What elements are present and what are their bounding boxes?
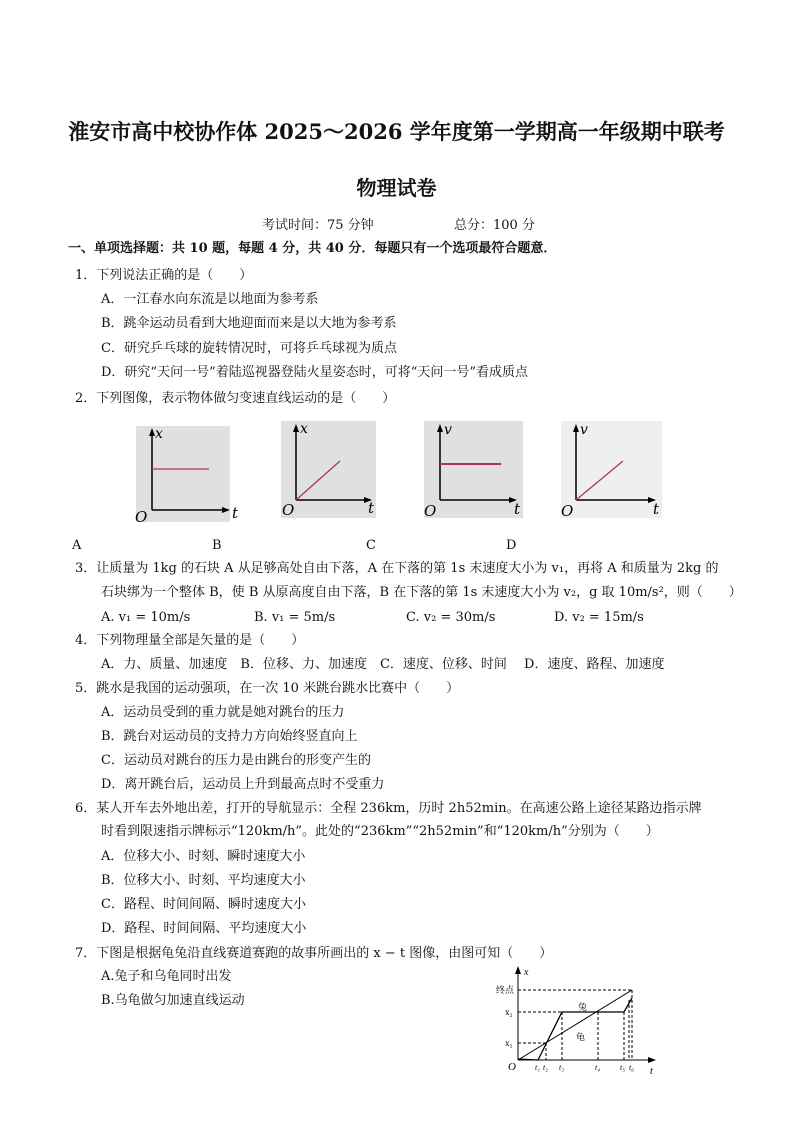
origin-label: O bbox=[561, 502, 574, 520]
graph-text: x bbox=[524, 967, 529, 978]
q7-option: B.乌龟做匀加速直线运动 bbox=[101, 993, 245, 1008]
q1-option: C．研究乒乓球的旋转情况时，可将乒乓球视为质点 bbox=[101, 341, 397, 356]
graph-text: x₂ bbox=[505, 1007, 513, 1017]
q5-option: A．运动员受到的重力就是她对跳台的压力 bbox=[101, 705, 345, 720]
graph-text: x₁ bbox=[505, 1038, 513, 1048]
exam-score: 总分：100 分 bbox=[454, 218, 535, 233]
graph-text: 兔 bbox=[578, 1002, 588, 1012]
graph-label: C bbox=[366, 538, 376, 553]
q3-option: B. v₁ = 5m/s bbox=[254, 610, 336, 625]
graph-text: t bbox=[650, 1066, 653, 1077]
q7-option: A.兔子和乌龟同时出发 bbox=[101, 969, 232, 984]
q3-line2: 石块绑为一个整体 B，使 B 从原高度自由下落，B 在下落的第 1s 末速度大小为 v₂，g 取 10m/s²，则（ ） bbox=[101, 585, 742, 600]
tortoise-rabbit-xt-graph bbox=[490, 960, 670, 1080]
graph-b bbox=[276, 418, 386, 526]
y-axis-label: v bbox=[444, 422, 452, 438]
q3-line1: 3．让质量为 1kg 的石块 A 从足够高处自由下落，A 在下落的第 1s 末速度大小为 v₁，再将 A 和质量为 2kg 的 bbox=[75, 561, 719, 576]
x-axis-label: t bbox=[514, 500, 521, 518]
graph-text: t₆ bbox=[629, 1063, 635, 1072]
graph-text: t₁ bbox=[535, 1063, 541, 1072]
graph-text: t₅ bbox=[620, 1063, 626, 1072]
q6-line1: 6．某人开车去外地出差，打开的导航显示：全程 236km，历时 2h52min。在高速公路上途径某路边指示牌 bbox=[75, 801, 702, 816]
q5-option: B．跳台对运动员的支持力方向始终竖直向上 bbox=[101, 729, 358, 744]
x-axis-label: t bbox=[368, 499, 375, 517]
x-axis-label: t bbox=[653, 500, 660, 518]
graph-text: t₄ bbox=[595, 1063, 601, 1072]
x-axis-label: t bbox=[232, 504, 239, 522]
y-axis-label: x bbox=[155, 426, 163, 442]
q1-option: B．跳伞运动员看到大地迎面而来是以大地为参考系 bbox=[101, 316, 397, 331]
q1-option: A．一江春水向东流是以地面为参考系 bbox=[101, 292, 319, 307]
graph-c bbox=[419, 418, 529, 526]
origin-label: O bbox=[135, 508, 148, 526]
graph-a bbox=[130, 418, 240, 526]
y-axis-label: v bbox=[580, 422, 588, 438]
exam-time: 考试时间：75 分钟 bbox=[262, 218, 374, 233]
rabbit-line bbox=[518, 998, 632, 1060]
q6-option: A．位移大小、时刻、瞬时速度大小 bbox=[101, 849, 306, 864]
graph-text: O bbox=[508, 1061, 516, 1073]
origin-label: O bbox=[424, 502, 437, 520]
q6-option: D．路程、时间间隔、平均速度大小 bbox=[101, 921, 307, 936]
y-axis-label: x bbox=[300, 421, 308, 437]
q3-option: C. v₂ = 30m/s bbox=[406, 610, 496, 625]
q3-option: D. v₂ = 15m/s bbox=[554, 610, 644, 625]
graph-label: D bbox=[506, 538, 517, 553]
q5-stem: 5．跳水是我国的运动强项，在一次 10 米跳台跳水比赛中（ ） bbox=[75, 681, 460, 696]
tortoise-line bbox=[518, 990, 632, 1060]
graph-text: t₂ bbox=[543, 1063, 549, 1072]
graph-text: t₃ bbox=[559, 1063, 565, 1072]
q4-options: A．力、质量、加速度 B．位移、力、加速度 C．速度、位移、时间 D．速度、路程、加速度 bbox=[101, 657, 665, 672]
q3-option: A. v₁ = 10m/s bbox=[101, 610, 191, 625]
graph-d bbox=[556, 418, 666, 526]
q6-line2: 时看到限速指示牌标示“120km/h”。此处的“236km”“2h52min”和“120km/h”分别为（ ） bbox=[101, 824, 659, 839]
q5-option: C．运动员对跳台的压力是由跳台的形变产生的 bbox=[101, 753, 371, 768]
section-heading: 一、单项选择题：共 10 题，每题 4 分，共 40 分．每题只有一个选项最符合题意． bbox=[68, 241, 557, 256]
origin-label: O bbox=[282, 501, 295, 519]
exam-title: 淮安市高中校协作体 2025～2026 学年度第一学期高一年级期中联考 bbox=[68, 119, 725, 144]
q6-option: B．位移大小、时刻、平均速度大小 bbox=[101, 873, 306, 888]
q4-stem: 4．下列物理量全部是矢量的是（ ） bbox=[75, 633, 305, 648]
graph-text: 终点 bbox=[496, 985, 515, 995]
q7-stem: 7．下图是根据龟兔沿直线赛道赛跑的故事所画出的 x − t 图像，由图可知（ ） bbox=[75, 946, 553, 961]
graph-label: A bbox=[72, 538, 82, 553]
graph-label: B bbox=[212, 538, 222, 553]
q2-stem: 2．下列图像，表示物体做匀变速直线运动的是（ ） bbox=[75, 391, 396, 406]
q5-option: D．离开跳台后，运动员上升到最高点时不受重力 bbox=[101, 777, 385, 792]
q1-stem: 1．下列说法正确的是（ ） bbox=[75, 268, 253, 283]
q1-option: D．研究“天问一号”着陆巡视器登陆火星姿态时，可将“天问一号”看成质点 bbox=[101, 365, 529, 380]
exam-subtitle: 物理试卷 bbox=[356, 176, 437, 200]
graph-text: 龟 bbox=[576, 1032, 586, 1042]
q6-option: C．路程、时间间隔、瞬时速度大小 bbox=[101, 897, 306, 912]
